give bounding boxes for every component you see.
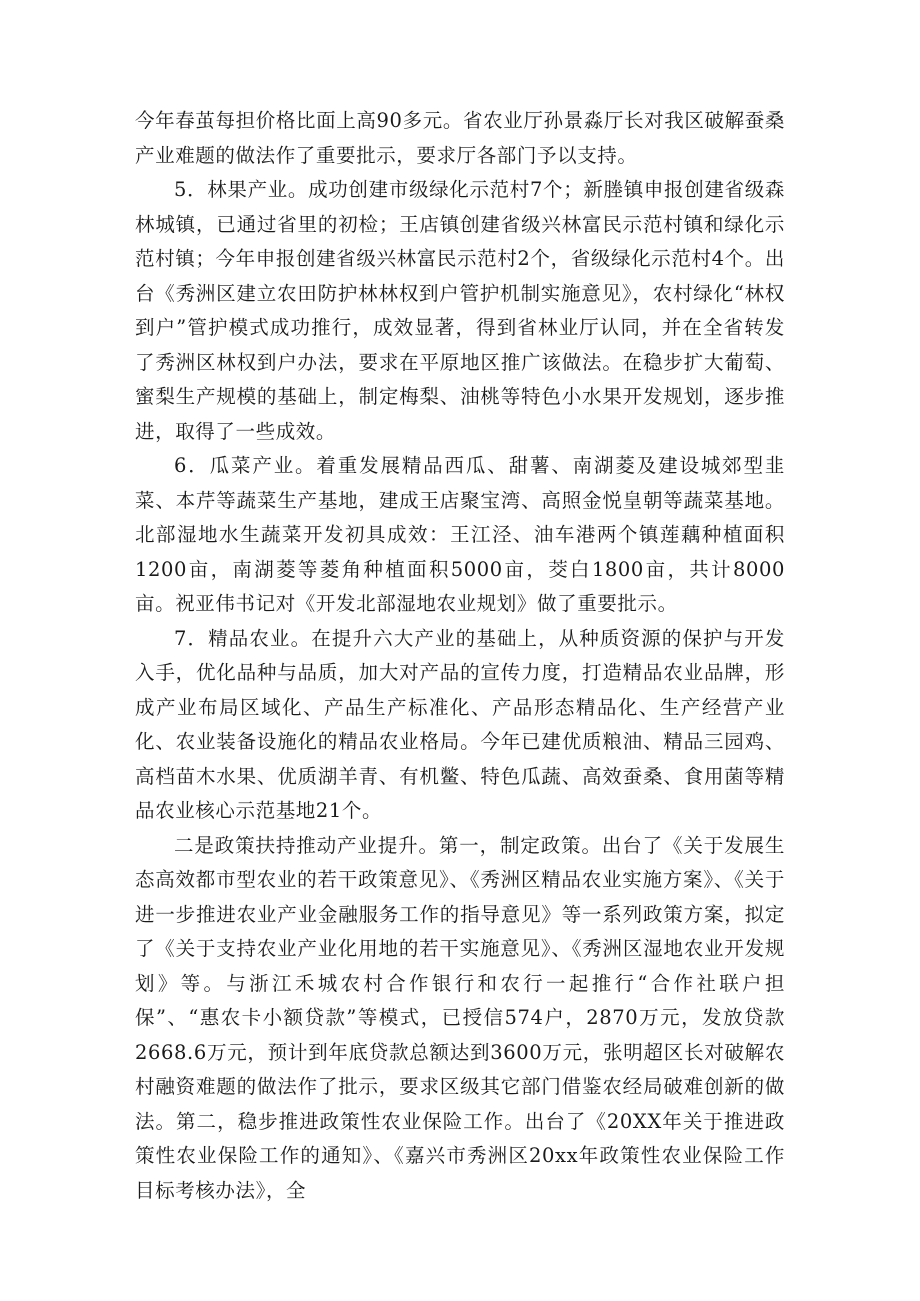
document-body xyxy=(135,104,785,1208)
paragraph-boutique-agriculture: 7．精品农业。在提升六大产业的基础上，从种质资源的保护与开发入手，优化品种与品质，加大对产品的宣传力度，打造精品农业品牌，形成产业布局区域化、产品生产标准化、产品形态精品化、生产经营产业化、农业装备设施化的精品农业格局。今年已建优质粮油、精品三园鸡、高档苗木水果、优质湖羊青、有机鳖、特色瓜蔬、高效蚕桑、食用菌等精品农业核心示范基地21个。 xyxy=(135,626,785,822)
paragraph-vegetable-industry: 6．瓜菜产业。着重发展精品西瓜、甜薯、南湖菱及建设城郊型韭菜、本芹等蔬菜生产基地，建成王店聚宝湾、高照金悦皇朝等蔬菜基地。北部湿地水生蔬菜开发初具成效：王江泾、油车港两个镇莲藕种植面积1200亩，南湖菱等菱角种植面积5000亩，茭白1800亩，共计8000亩。祝亚伟书记对《开发北部湿地农业规划》做了重要批示。 xyxy=(135,454,785,615)
paragraph-forestry-industry: 5．林果产业。成功创建市级绿化示范村7个；新塍镇申报创建省级森林城镇，已通过省里的初检；王店镇创建省级兴林富民示范村镇和绿化示范村镇；今年申报创建省级兴林富民示范村2个，省级绿化示范村4个。出台《秀洲区建立农田防护林林权到户管护机制实施意见》，农村绿化“林权到户”管护模式成功推行，成效显著，得到省林业厅认同，并在全省转发了秀洲区林权到户办法，要求在平原地区推广该做法。在稳步扩大葡萄、蜜梨生产规模的基础上，制定梅梨、油桃等特色小水果开发规划，逐步推进，取得了一些成效。 xyxy=(135,178,785,443)
paragraph-policy-support: 二是政策扶持推动产业提升。第一，制定政策。出台了《关于发展生态高效都市型农业的若干政策意见》、《秀洲区精品农业实施方案》、《关于进一步推进农业产业金融服务工作的指导意见》等一系列政策方案，拟定了《关于支持农业产业化用地的若干实施意见》、《秀洲区湿地农业开发规划》等。与浙江禾城农村合作银行和农行一起推行“合作社联户担保”、“惠农卡小额贷款”等模式，已授信574户，2870万元，发放贷款2668.6万元，预计到年底贷款总额达到3600万元，张明超区长对破解农村融资难题的做法作了批示，要求区级其它部门借鉴农经局破难创新的做法。第二，稳步推进政策性农业保险工作。出台了《20XX年关于推进政策性农业保险工作的通知》、《嘉兴市秀洲区20xx年政策性农业保险工作目标考核办法》，全 xyxy=(135,833,785,1202)
paragraph-continuation: 今年春茧每担价格比面上高90多元。省农业厅孙景淼厅长对我区破解蚕桑产业难题的做法作了重要批示，要求厅各部门予以支持。 xyxy=(135,109,785,167)
